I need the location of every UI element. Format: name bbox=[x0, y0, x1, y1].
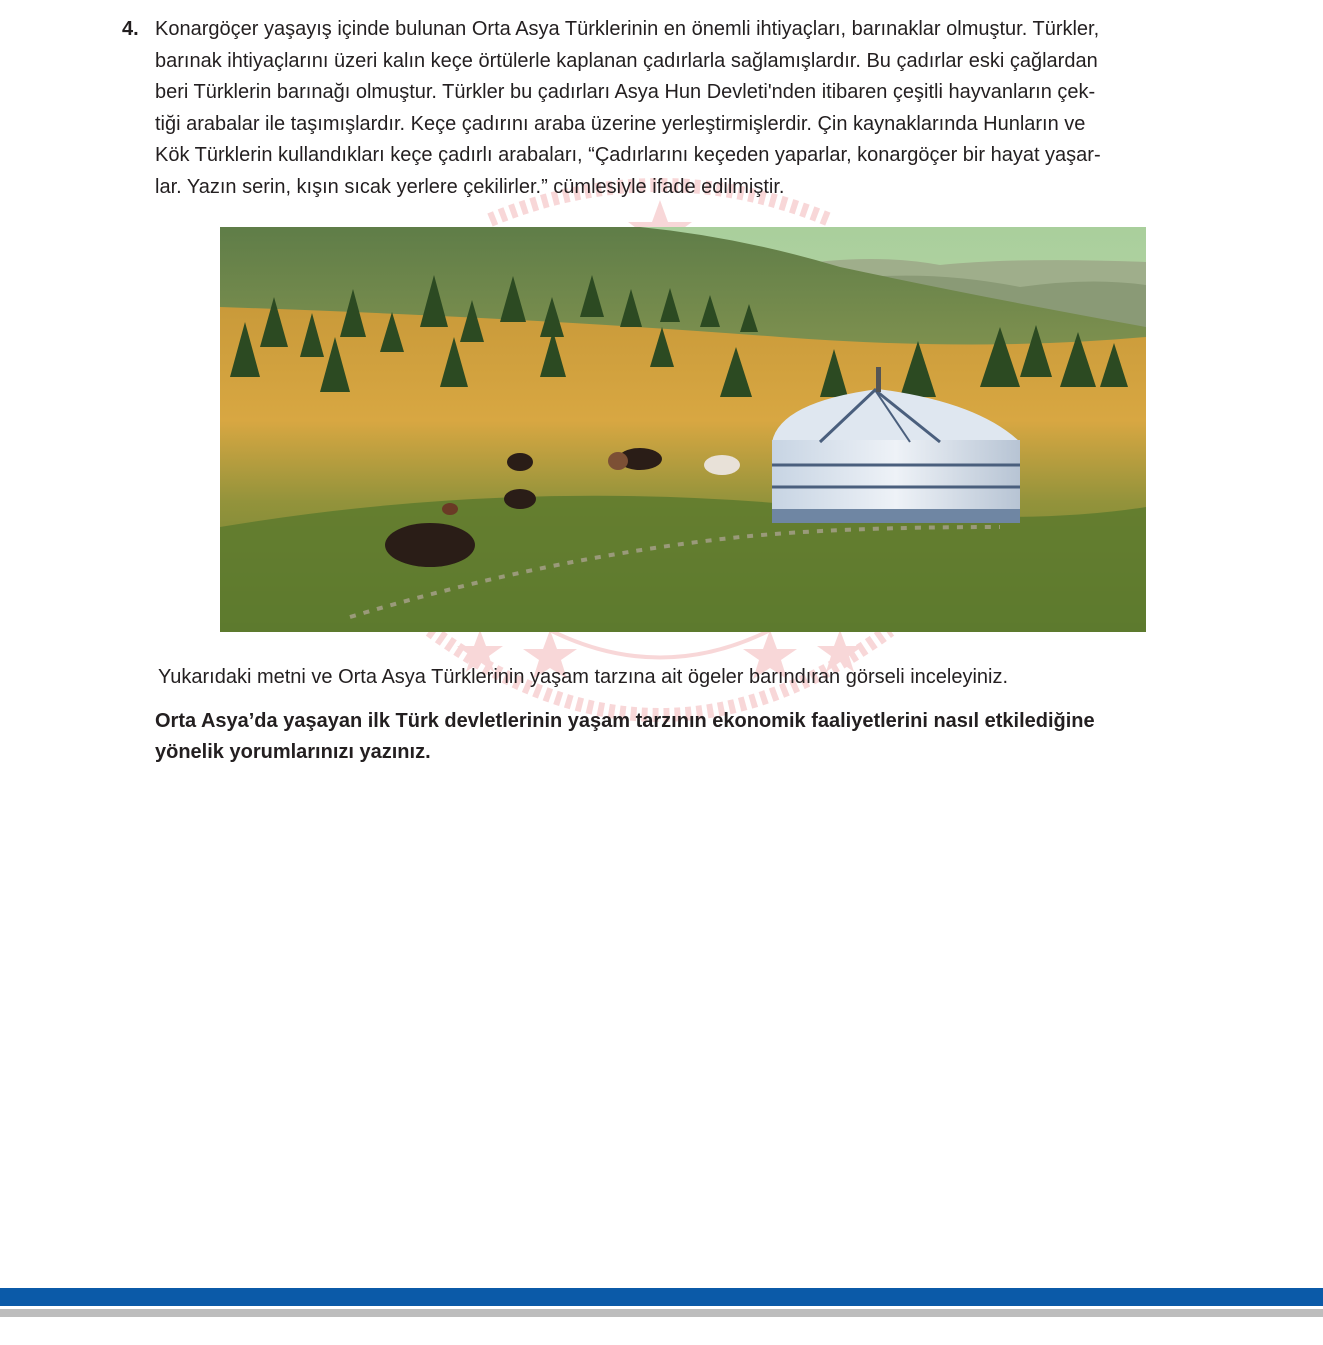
task-line: yönelik yorumlarınızı yazınız. bbox=[155, 741, 431, 763]
footer-gray-bar bbox=[0, 1309, 1323, 1317]
question-line: tiği arabalar ile taşımışlardır. Keçe çadırını araba üzerine yerleştirmişlerdir. Çin kaynaklarında Hunların ve bbox=[155, 112, 1086, 135]
question-line: Konargöçer yaşayış içinde bulunan Orta Asya Türklerinin en önemli ihtiyaçları, barınaklar olmuştur. Türkler, bbox=[155, 18, 1100, 40]
question-number: 4. bbox=[122, 18, 139, 40]
steppe-yurt-photo bbox=[220, 227, 1146, 632]
question-line: barınak ihtiyaçlarını üzeri kalın keçe örtülerle kaplanan çadırlarla sağlamışlardır. Bu çadırlar eski çağlardan bbox=[155, 49, 1098, 72]
question-block bbox=[122, 14, 1212, 203]
footer-blue-bar bbox=[0, 1288, 1323, 1306]
question-text bbox=[155, 14, 1212, 203]
task-line: Orta Asya’da yaşayan ilk Türk devletlerinin yaşam tarzının ekonomik faaliyetlerini nasıl etkilediğine bbox=[155, 710, 1095, 732]
question-line: Kök Türklerin kullandıkları keçe çadırlı arabaları, “Çadırlarını keçeden yaparlar, konargöçer bir hayat yaşar- bbox=[155, 144, 1101, 166]
instruction-text: Yukarıdaki metni ve Orta Asya Türklerinin yaşam tarzına ait ögeler barındıran görseli inceleyiniz. bbox=[158, 666, 1009, 688]
task-text bbox=[155, 706, 1215, 768]
question-line: beri Türklerin barınağı olmuştur. Türkler bu çadırları Asya Hun Devleti'nden itibaren çeşitli hayvanların çek- bbox=[155, 81, 1096, 103]
question-line: lar. Yazın serin, kışın sıcak yerlere çekilirler.” cümlesiyle ifade edilmiştir. bbox=[155, 175, 785, 198]
